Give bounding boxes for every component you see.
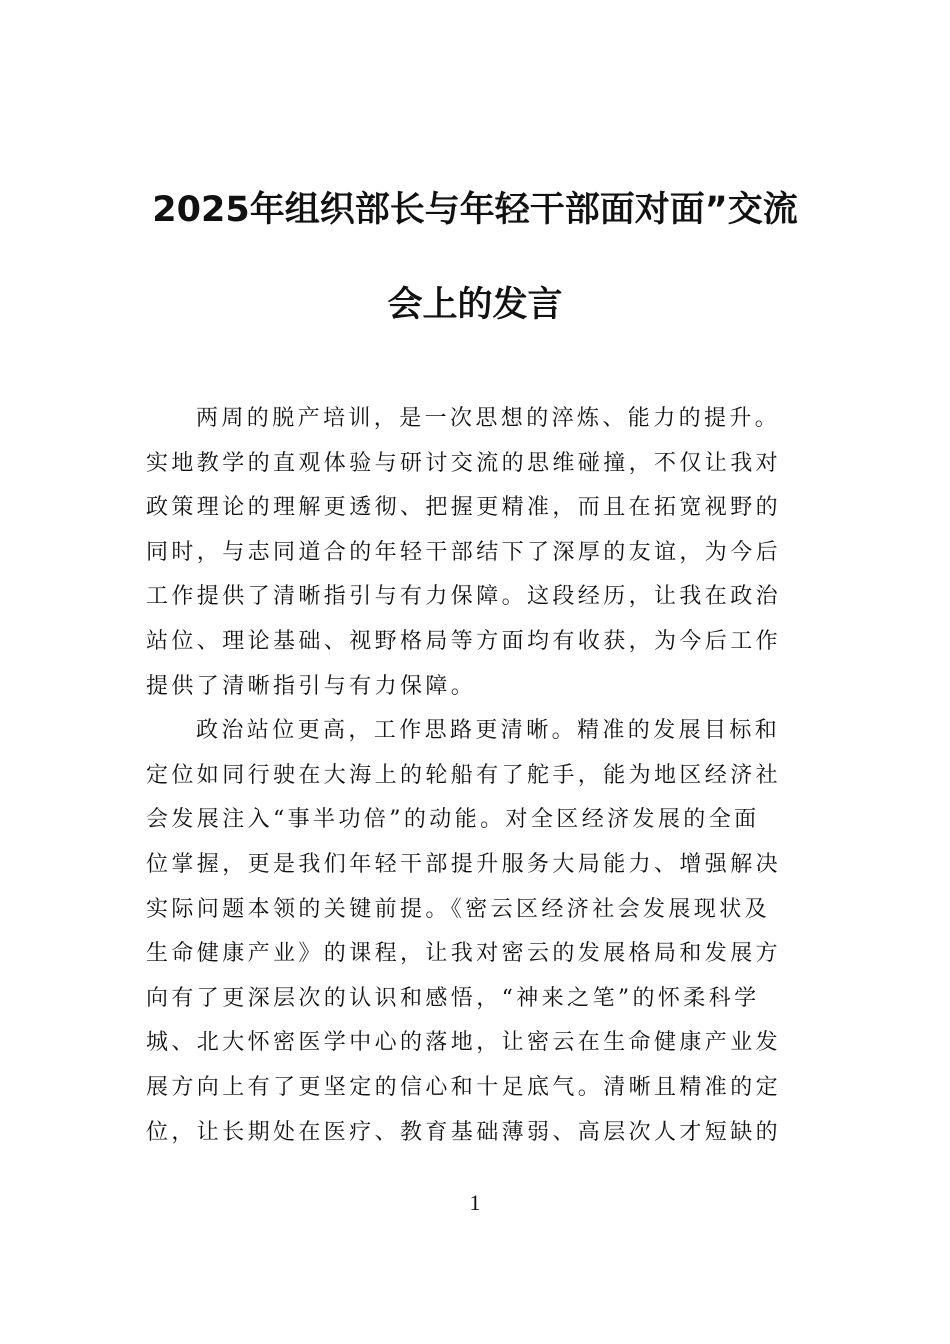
paragraph-line: 生命健康产业》的课程，让我对密云的发展格局和发展方 — [146, 941, 782, 967]
title-line-1: 2025年组织部长与年轻干部面对面”交流 — [152, 190, 798, 230]
paragraph-line: 城、北大怀密医学中心的落地，让密云在生命健康产业发 — [146, 1030, 782, 1056]
paragraph-line: 展方向上有了更坚定的信心和十足底气。清晰且精准的定 — [146, 1074, 782, 1100]
paragraph-line: 向有了更深层次的认识和感悟，“神来之笔”的怀柔科学 — [146, 985, 760, 1011]
paragraph-2 — [146, 709, 806, 1155]
paragraph-line: 实地教学的直观体验与研讨交流的思维碰撞，不仅让我对 — [146, 450, 782, 476]
paragraph-line: 两周的脱产培训，是一次思想的淬炼、能力的提升。 — [196, 406, 781, 431]
paragraph-1 — [146, 397, 806, 709]
paragraph-line: 政策理论的理解更透彻、把握更精准，而且在拓宽视野的 — [146, 495, 782, 521]
paragraph-line: 位掌握，更是我们年轻干部提升服务大局能力、增强解决 — [146, 851, 782, 877]
paragraph-line: 提供了清晰指引与有力保障。 — [146, 673, 477, 699]
document-body — [146, 397, 806, 1155]
paragraph-line: 会发展注入“事半功倍”的动能。对全区经济发展的全面 — [146, 807, 760, 833]
paragraph-line: 站位、理论基础、视野格局等方面均有收获，为今后工作 — [146, 628, 782, 654]
document-title — [120, 163, 830, 353]
paragraph-line: 定位如同行驶在大海上的轮船有了舵手，能为地区经济社 — [146, 762, 782, 788]
paragraph-line: 同时，与志同道合的年轻干部结下了深厚的友谊，为今后 — [146, 539, 782, 565]
title-line-2: 会上的发言 — [387, 285, 563, 325]
paragraph-line: 工作提供了清晰指引与有力保障。这段经历，让我在政治 — [146, 584, 782, 610]
page-number: 1 — [469, 1190, 481, 1215]
paragraph-line: 位，让长期处在医疗、教育基础薄弱、高层次人才短缺的 — [146, 1119, 782, 1145]
paragraph-line: 政治站位更高，工作思路更清晰。精准的发展目标和 — [196, 718, 781, 744]
paragraph-line: 实际问题本领的关键前提。《密云区经济社会发展现状及 — [146, 896, 771, 922]
